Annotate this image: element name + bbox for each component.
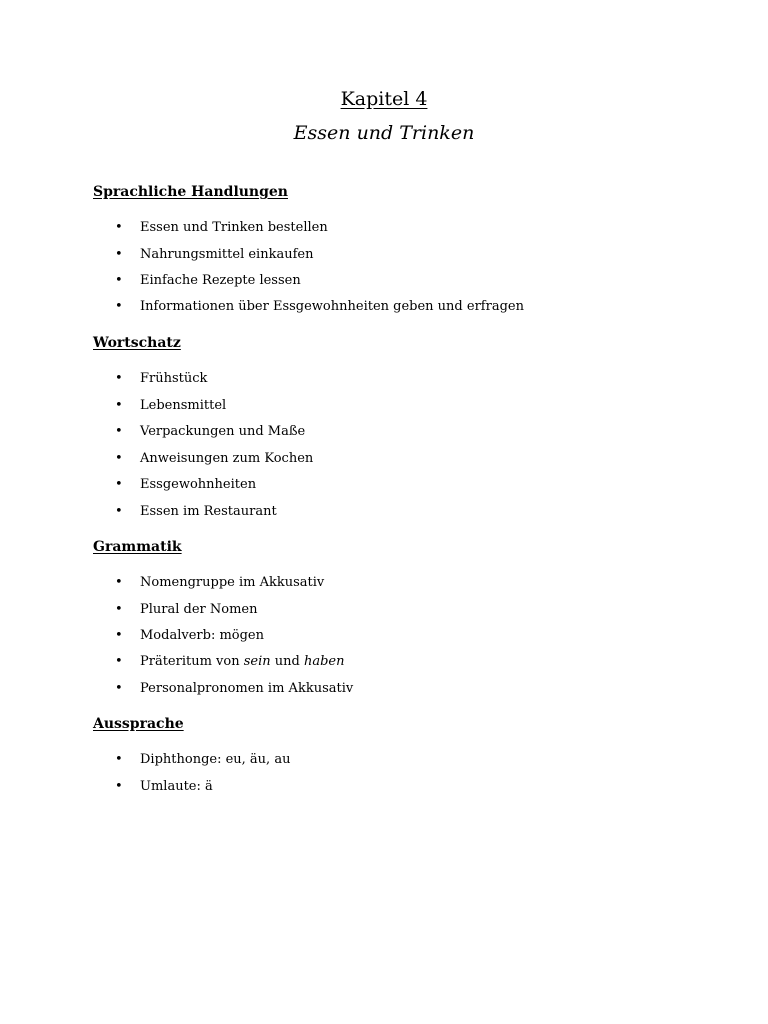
list-item-text: Personalpronomen im Akkusativ <box>140 681 354 696</box>
bullet-icon: • <box>115 299 123 314</box>
list-item <box>0 423 700 441</box>
section-heading-aussprache: Aussprache <box>93 716 184 732</box>
list-item <box>0 397 700 415</box>
bullet-icon: • <box>115 779 123 794</box>
list-item <box>0 503 700 521</box>
section-heading-sprachliche-handlungen: Sprachliche Handlungen <box>93 184 288 200</box>
bullet-icon: • <box>115 575 123 590</box>
list-item <box>0 298 700 316</box>
list-item <box>0 450 700 468</box>
list-item-text-italic: sein <box>243 654 271 669</box>
list-item <box>0 574 700 592</box>
list-item-text: Umlaute: ä <box>140 779 213 794</box>
section-heading-grammatik: Grammatik <box>93 539 182 555</box>
list-item <box>0 246 700 264</box>
list-item-text: Essgewohnheiten <box>140 477 257 492</box>
list-item <box>0 272 700 290</box>
bullet-icon: • <box>115 628 123 643</box>
list-item <box>0 219 700 237</box>
bullet-icon: • <box>115 220 123 235</box>
list-item-text: Plural der Nomen <box>140 602 258 617</box>
list-item-text: Informationen über Essgewohnheiten geben und erfragen <box>140 299 524 314</box>
chapter-subtitle: Essen und Trinken <box>293 122 475 144</box>
list-item-text: Anweisungen zum Kochen <box>140 451 314 466</box>
list-item-text: Einfache Rezepte lessen <box>140 273 301 288</box>
list-item <box>0 653 700 671</box>
bullet-icon: • <box>115 451 123 466</box>
bullet-icon: • <box>115 273 123 288</box>
bullet-icon: • <box>115 681 123 696</box>
list-item-text: Lebensmittel <box>140 398 227 413</box>
list-item-text: Nomengruppe im Akkusativ <box>140 575 325 590</box>
list-item <box>0 476 700 494</box>
chapter-title: Kapitel 4 <box>340 88 428 110</box>
list-item <box>0 778 700 796</box>
bullet-icon: • <box>115 398 123 413</box>
list-item <box>0 680 700 698</box>
list-item <box>0 751 700 769</box>
bullet-icon: • <box>115 602 123 617</box>
list-item-text: Verpackungen und Maße <box>140 424 306 439</box>
list-item-text: Essen und Trinken bestellen <box>140 220 328 235</box>
list-item-text: Modalverb: mögen <box>140 628 264 643</box>
list-item-text: Diphthonge: eu, äu, au <box>140 752 291 767</box>
list-item-text-part: Präteritum von <box>140 654 244 669</box>
bullet-icon: • <box>115 477 123 492</box>
bullet-icon: • <box>115 371 123 386</box>
list-item-text: Essen im Restaurant <box>140 504 277 519</box>
bullet-icon: • <box>115 654 123 669</box>
list-item <box>0 627 700 645</box>
bullet-icon: • <box>115 504 123 519</box>
list-item <box>0 601 700 619</box>
bullet-icon: • <box>115 247 123 262</box>
list-item-text: Nahrungsmittel einkaufen <box>140 247 314 262</box>
list-item-text-italic: haben <box>303 654 345 669</box>
list-item <box>0 370 700 388</box>
list-item-text <box>140 653 345 671</box>
section-heading-wortschatz: Wortschatz <box>93 335 181 351</box>
list-item-text-part: und <box>270 654 304 669</box>
list-item-text: Frühstück <box>140 371 208 386</box>
bullet-icon: • <box>115 752 123 767</box>
bullet-icon: • <box>115 424 123 439</box>
